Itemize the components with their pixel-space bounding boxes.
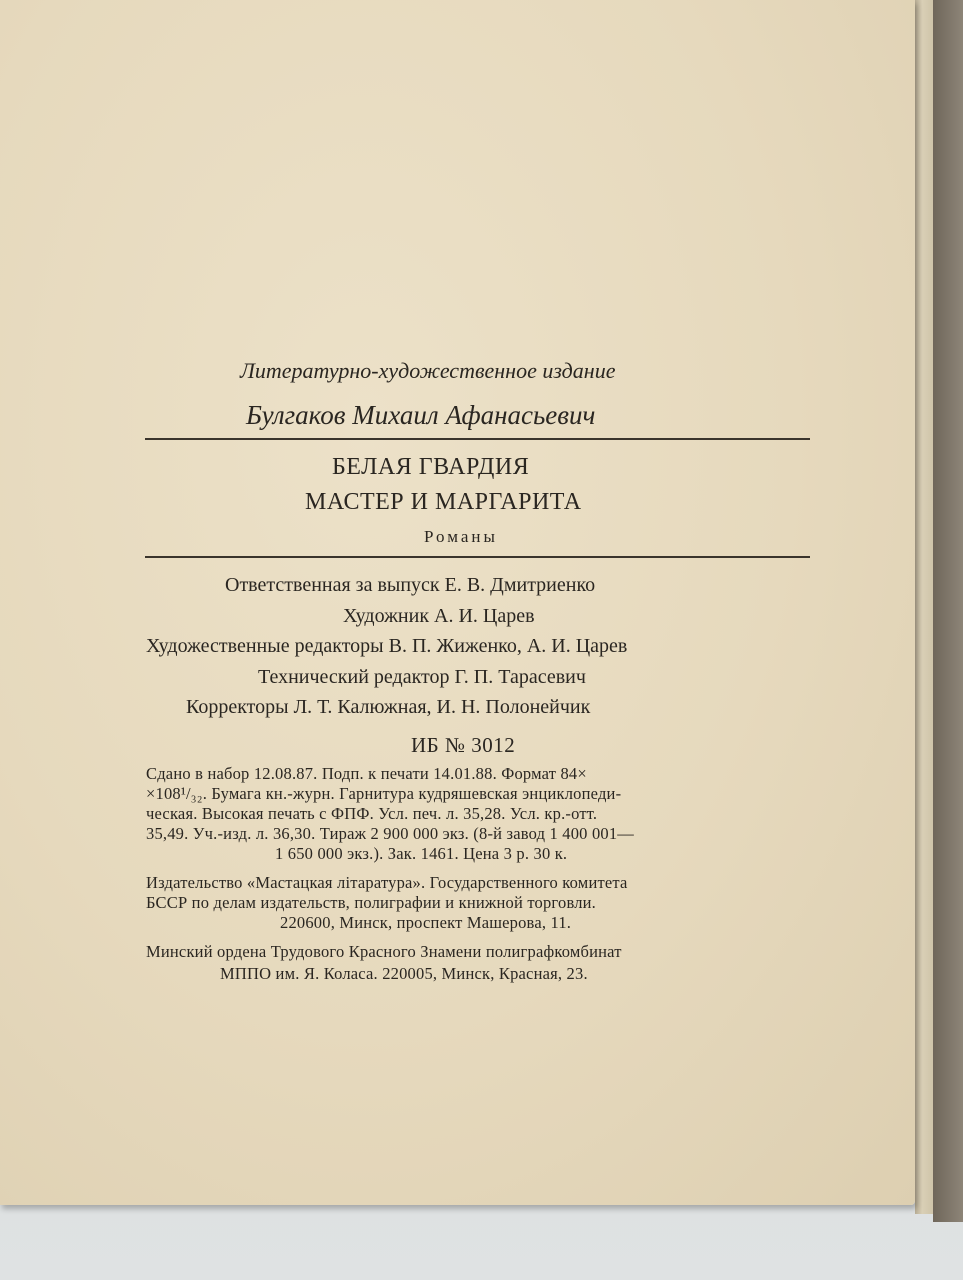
print-detail-line: 1 650 000 экз.). Зак. 1461. Цена 3 р. 30 к. <box>275 844 568 863</box>
credit-proofreaders: Корректоры Л. Т. Калюжная, И. Н. Полонейчик <box>186 696 591 718</box>
book-title-2: МАСТЕР И МАРГАРИТА <box>305 489 582 515</box>
publisher-line: БССР по делам издательств, полиграфии и книжной торговли. <box>146 893 597 912</box>
printer-line: МППО им. Я. Коласа. 220005, Минск, Красная, 23. <box>220 964 588 983</box>
book-title-1: БЕЛАЯ ГВАРДИЯ <box>332 454 530 480</box>
print-detail-line: 35,49. Уч.-изд. л. 36,30. Тираж 2 900 000 экз. (8-й завод 1 400 001— <box>146 824 635 843</box>
publisher-line: Издательство «Мастацкая літаратура». Государственного комитета <box>146 873 628 892</box>
print-detail-line: ×108¹/₃₂. Бумага кн.-журн. Гарнитура кудряшевская энциклопеди- <box>146 784 622 803</box>
divider-bottom <box>145 556 810 558</box>
credit-artist: Художник А. И. Царев <box>343 605 535 627</box>
credit-responsible: Ответственная за выпуск Е. В. Дмитриенко <box>225 574 596 596</box>
divider-top <box>145 438 810 440</box>
ib-number: ИБ № 3012 <box>411 733 516 757</box>
edition-type: Литературно-художественное издание <box>240 358 616 383</box>
print-detail-line: ческая. Высокая печать с ФПФ. Усл. печ. л. 35,28. Усл. кр.-отт. <box>146 804 598 823</box>
publisher-line: 220600, Минск, проспект Машерова, 11. <box>280 913 572 932</box>
credit-tech-editor: Технический редактор Г. П. Тарасевич <box>258 666 586 688</box>
author-name: Булгаков Михаил Афанасьевич <box>246 400 596 430</box>
print-detail-line: Сдано в набор 12.08.87. Подп. к печати 14.01.88. Формат 84× <box>146 764 587 783</box>
genre-label: Романы <box>424 527 498 546</box>
printer-line: Минский ордена Трудового Красного Знамени полиграфкомбинат <box>146 942 622 961</box>
credit-art-editors: Художественные редакторы В. П. Жиженко, А. И. Царев <box>146 635 628 657</box>
